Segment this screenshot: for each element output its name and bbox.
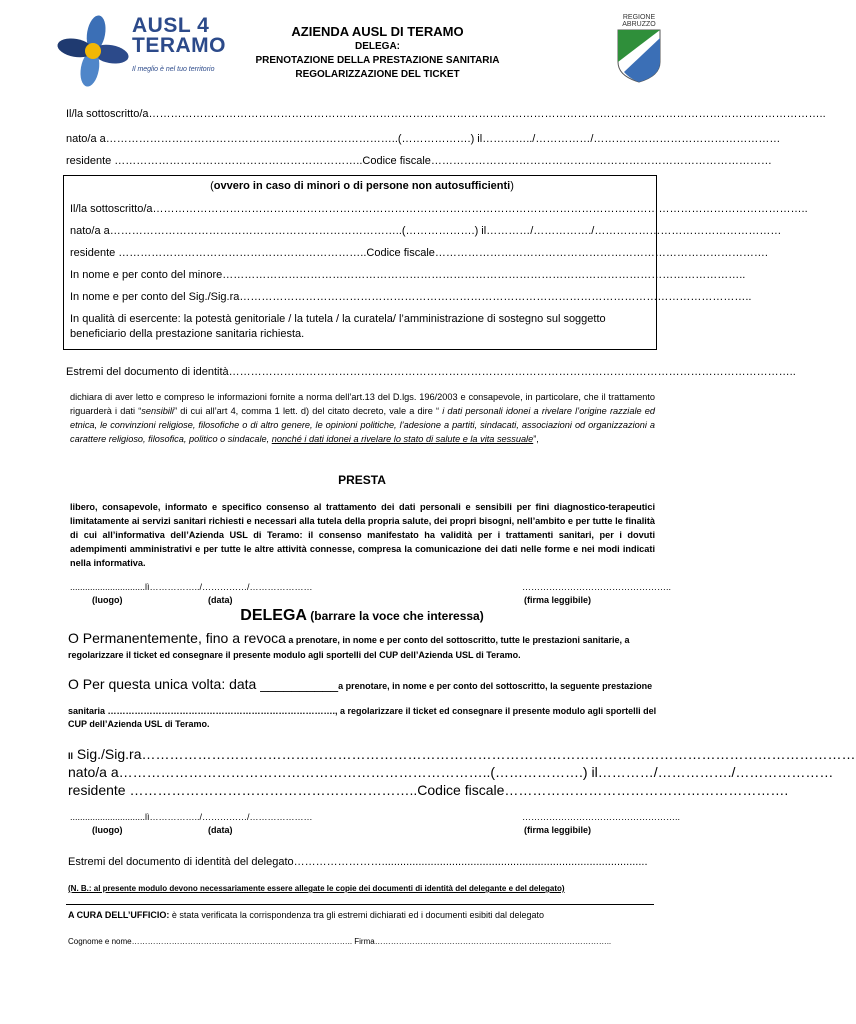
firma-field-2[interactable]: …………………………………………….. [522,812,681,822]
logo-title: AUSL 4 TERAMO [132,14,226,57]
cognome-firma-field[interactable]: Cognome e nome……………………………………………………………………….. Firma…………………………………………………………………………….. [68,937,612,946]
azienda-title: AZIENDA AUSL DI TERAMO [291,24,464,39]
nota-bene: (N. B.: al presente modulo devono necessariamente essere allegate le copie dei documenti di identità del delegante e del delegato) [68,884,565,893]
box-nato-field[interactable]: nato/a a……………………………………………………………………..(……………….) il…………/……………./…………………………………………… [70,225,782,237]
nato-field[interactable]: nato/a a……………………………………………………………………..(……………….) il…………../……………/…………………………………………… [66,133,781,145]
option-permanentemente-label: O Permanentemente, fino a revoca [68,630,286,646]
option-permanentemente[interactable]: O Permanentemente, fino a revoca a prenotare, in nome e per conto del sottoscritto, tutte le prestazioni sanitarie, a [68,630,630,646]
regione-abruzzo-logo: REGIONE ABRUZZO [612,14,666,84]
box-residente-field[interactable]: residente …………………………………………………………..Codice fiscale………………………………………………………………………………. [70,247,768,259]
data-label-2: (data) [208,825,233,835]
qualita-line1: In qualità di esercente: la potestà genitoriale / la tutela / la curatela/ l’amministrazione di sostegno sul soggetto [70,313,606,325]
header-line-prenotazione: PRENOTAZIONE DELLA PRESTAZIONE SANITARIA [255,55,500,66]
propeller-icon [58,14,128,89]
option-permanentemente-text2: regolarizzare il ticket ed consegnare il presente modulo agli sportelli del CUP dell’Azienda USL di Teramo. [68,650,521,660]
delega-heading: DELEGA (barrare la voce che interessa) [240,607,484,624]
sottoscritto-field[interactable]: Il/la sottoscritto/a………………………………………………………………………………………………………………………………………………………………….. [66,108,826,120]
delegato-sig-field[interactable]: Il Sig./Sig.ra……………………………………………………………………………………………………………………………………… [68,746,856,762]
document-header [245,24,510,82]
presta-heading: PRESTA [338,473,386,487]
luogo-label-1: (luogo) [92,595,123,605]
firma-field-1[interactable]: ………………………………………….. [522,582,672,592]
delega-label: DELEGA: [355,41,400,52]
header-line-ticket: REGOLARIZZAZIONE DEL TICKET [295,69,460,80]
sig-field[interactable]: In nome e per conto del Sig./Sig.ra………………………………………………………………………………………………………………………….. [70,291,752,303]
firma-label-2: (firma leggibile) [524,825,592,835]
separator-line [66,904,654,905]
minore-field[interactable]: In nome e per conto del minore…………………………………………………………………………………………………………………………….. [70,269,746,281]
delegato-residente-field[interactable]: residente ……………………………………………………..Codice fiscale……………………………………………………. [68,782,789,798]
box-sottoscritto-field[interactable]: Il/la sottoscritto/a…………………………………………………………………………………………………………………………………………………………….. [70,203,808,215]
delegato-nato-field[interactable]: nato/a a……………………………………………………………………..(……………….) il…………/……………./………………… [68,764,834,780]
estremi-delegato-field[interactable]: Estremi del documento di identità del delegato……………………....................................................................................... [68,856,648,868]
data-label-1: (data) [208,595,233,605]
qualita-line2: beneficiario della prestazione sanitaria richiesta. [70,328,305,340]
estremi-documento-field[interactable]: Estremi del documento di identità……………………………………………………………………………………………………………………………………….. [66,366,796,378]
privacy-paragraph: dichiara di aver letto e compreso le informazioni fornite a norma dell’art.13 del D.lgs. 196/2003 e consapevole, in particolare, che il trattamento riguarderà i dati “sensibili” di cui all’art 4, comma 1 lett. d) del citato decreto, vale a dire “ i dati personali idonei a rivelare l’origine razziale ed etnica, le convinzioni religiose, filosofiche o di altro genere, le opinioni politiche, l’adesione a partiti, sindacati, associazioni od organizzazioni a carattere religioso, filosofica, politico o sindacale, nonché i dati idonei a rivelare lo stato di salute e la vita sessuale”, [70,392,655,444]
residente-field[interactable]: residente …………………………………………………………..Codice fiscale………………………………………………………………………………… [66,155,772,167]
region-shield-icon [612,14,666,84]
luogo-data-field-2[interactable]: ..............................lì……………../……………/………………… [70,812,313,822]
luogo-label-2: (luogo) [92,825,123,835]
option-unica-volta[interactable]: O Per questa unica volta: data __________a prenotare, in nome e per conto del sottoscritto, la seguente prestazione [68,676,653,692]
prestazione-field[interactable]: sanitaria …………………………………………………………………., a regolarizzare il ticket ed consegnare il presente modulo agli sportelli del [68,706,657,716]
consenso-paragraph: libero, consapevole, informato e specifico consenso al trattamento dei dati personali e sensibili per fini diagnostico-terapeutici limitatamente ai servizi sanitari richiesti e necessari alla tutela della propria salute, dei propri bisogni, nell’ambito e per tutte le finalità di cui all’informativa dell’Azienda USL di Teramo: il consenso manifestato ha validità per i trattamenti sanitari, per i dovuti adempimenti amministrativi e per tutte le altre attività connesse, compresa la comunicazione dei dati nelle forme e nei modi indicati nella informativa. [70,502,655,568]
option-unica-volta-label: O Per questa unica volta [68,676,222,692]
ausl-logo [58,14,228,89]
firma-label-1: (firma leggibile) [524,595,592,605]
ufficio-note: A CURA DELL’UFFICIO: è stata verificata la corrispondenza tra gli estremi dichiarati ed i documenti esibiti dal delegato [68,910,545,920]
box-title: (ovvero in caso di minori o di persone non autosufficienti) [210,180,514,192]
option-unica-volta-text3: CUP dell’Azienda USL di Teramo. [68,719,210,729]
logo-tagline: Il meglio è nel tuo territorio [132,66,215,73]
luogo-data-field-1[interactable]: ..............................lì……………../……………/………………… [70,582,313,592]
